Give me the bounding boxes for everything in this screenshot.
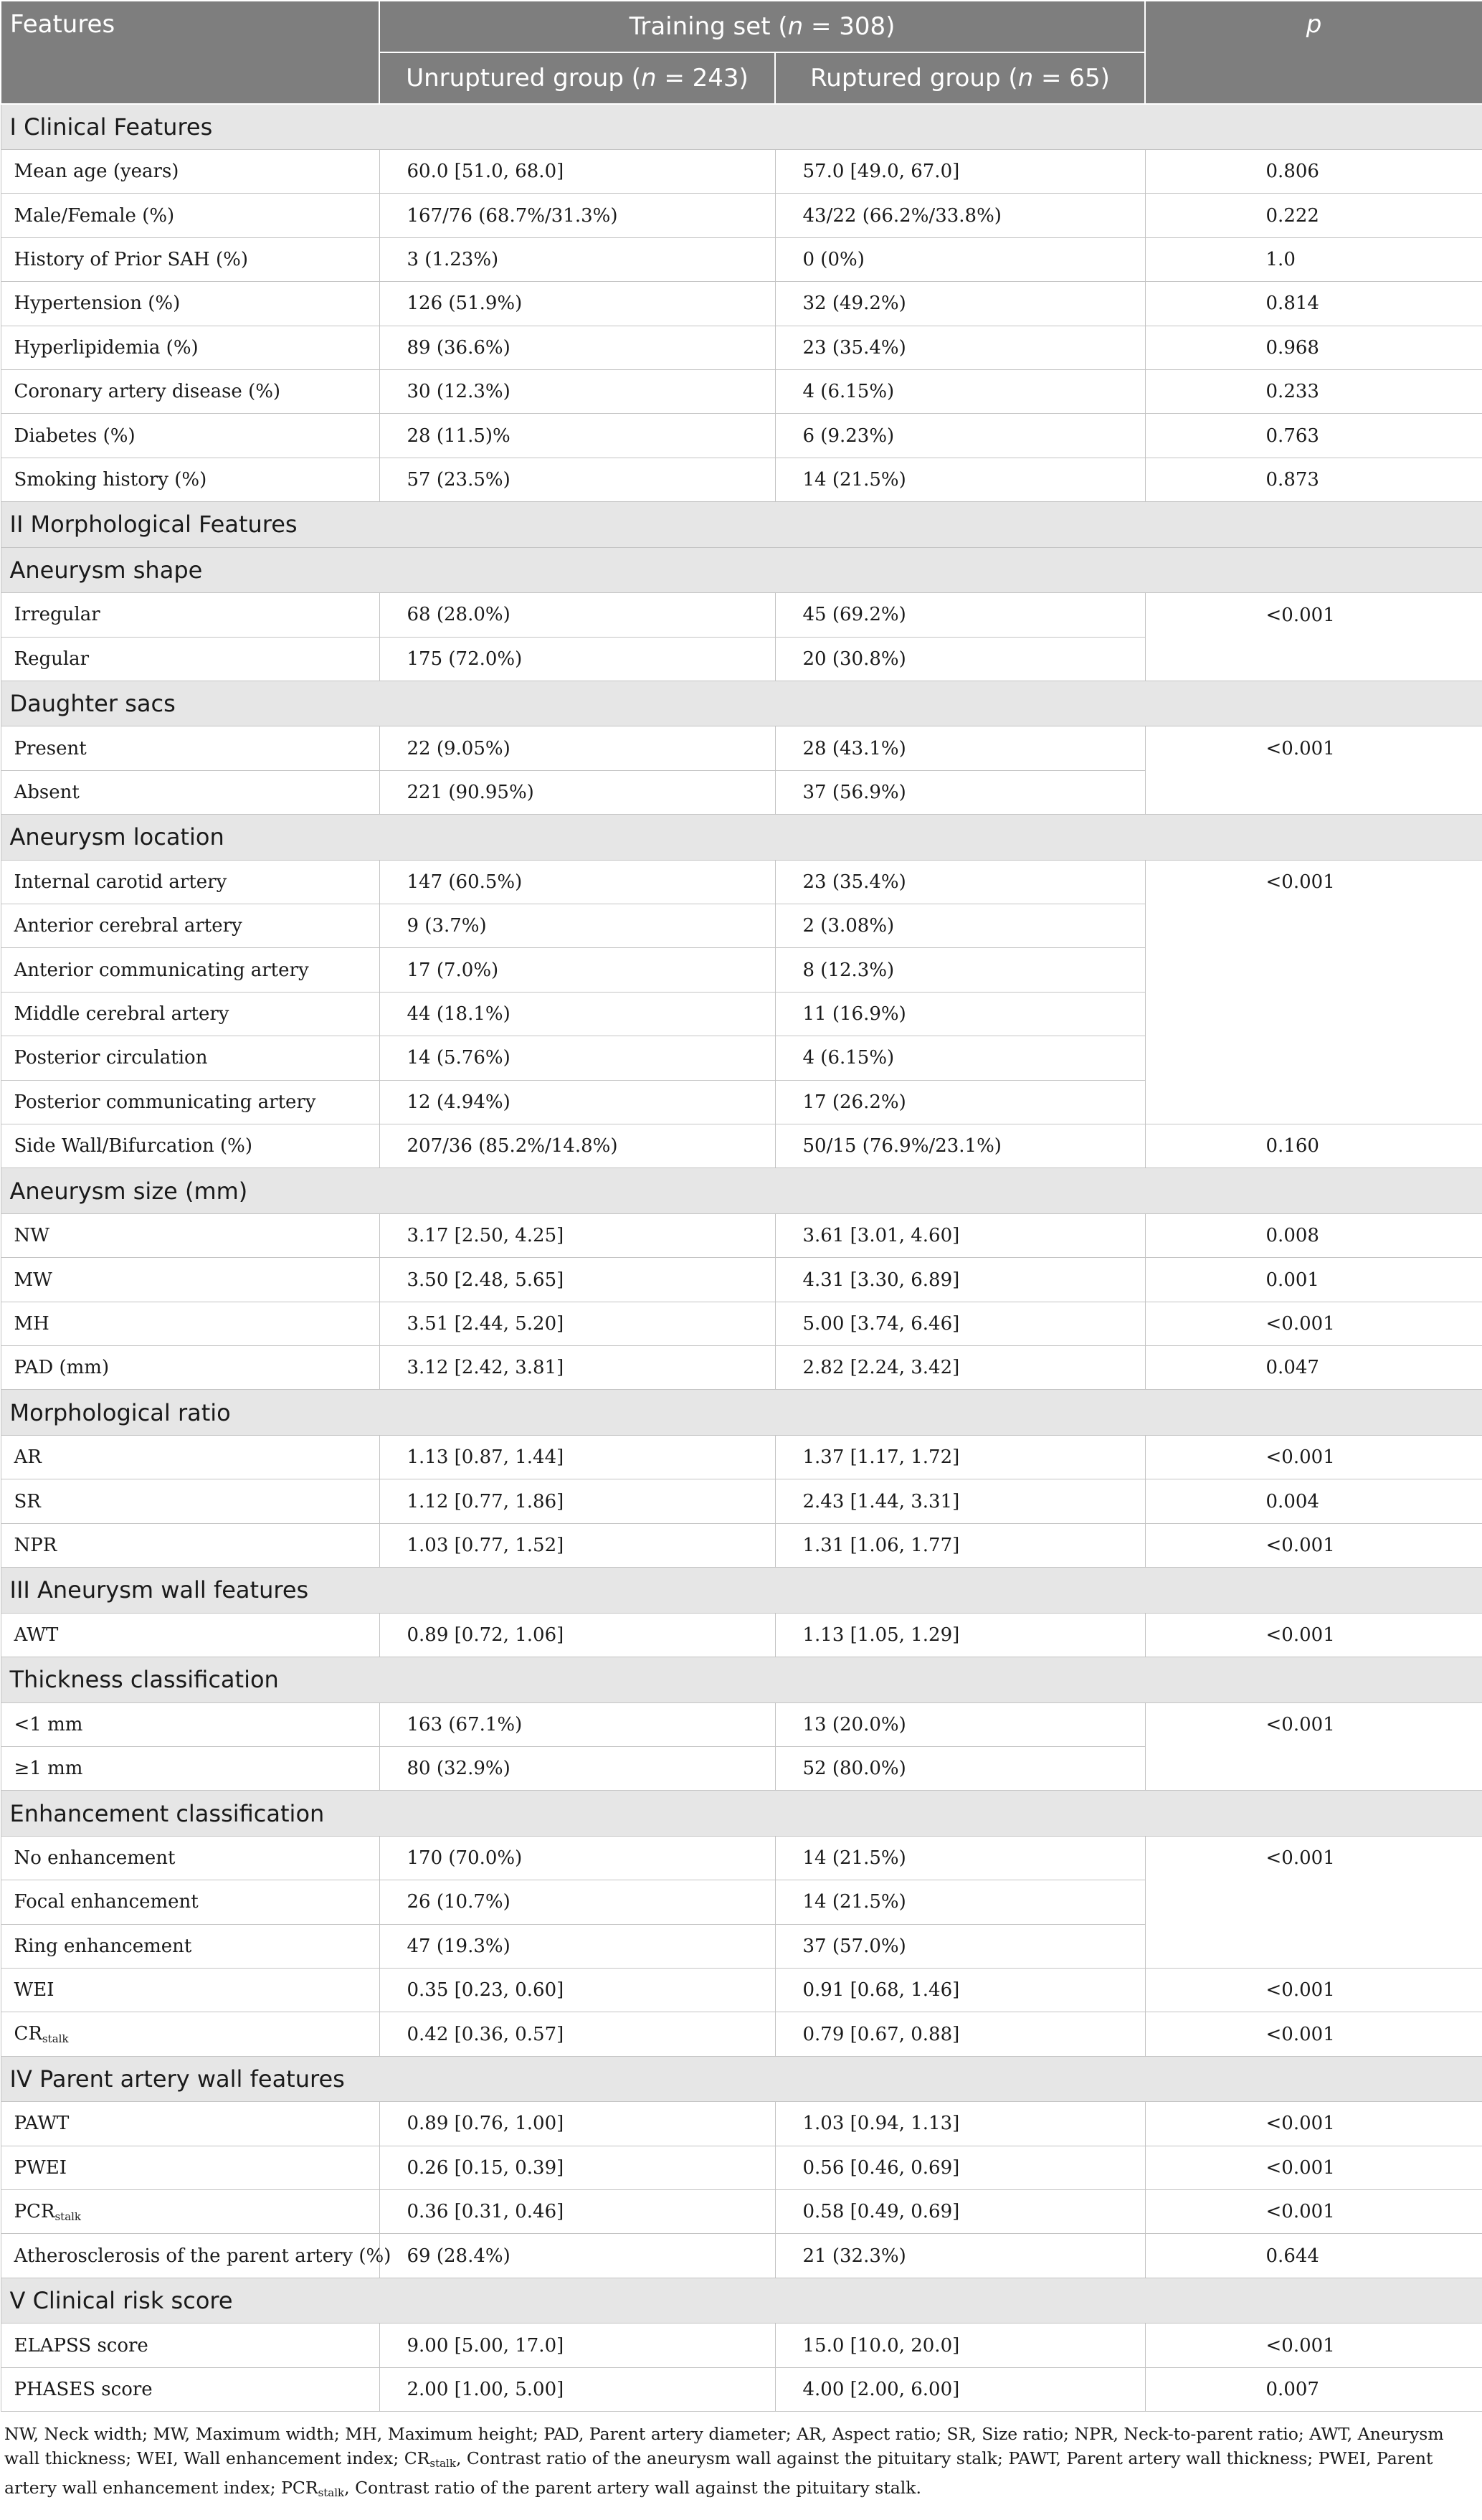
p-value (1145, 1880, 1482, 1924)
feature-label: Irregular (1, 593, 379, 637)
p-value (1145, 770, 1482, 814)
feature-label: No enhancement (1, 1836, 379, 1880)
feature-label: Anterior communicating artery (1, 948, 379, 992)
ruptured-value: 8 (12.3%) (775, 948, 1145, 992)
p-value: 0.222 (1145, 194, 1482, 237)
ruptured-value: 21 (32.3%) (775, 2234, 1145, 2278)
table-row (1, 194, 1482, 237)
feature-label: Absent (1, 770, 379, 814)
table-row (1, 326, 1482, 369)
table-row (1, 726, 1482, 770)
table-footnote: NW, Neck width; MW, Maximum width; MH, Maximum height; PAD, Parent artery diameter; AR, Aspect ratio; SR, Size ratio; NPR, Neck-to-parent ratio; AWT, Aneurysm wall thickness; WEI, Wall enhancement index; $CR_{stalk}$, Contrast ratio of the aneurysm wall against the pituitary stalk; PAWT, Parent artery wall thickness; PWEI, Parent artery wall enhancement index; $PCR_{stalk}$, Contrast ratio of the parent artery wall against the pituitary stalk. (4, 2424, 1444, 2500)
unruptured-value: 126 (51.9%) (379, 282, 775, 326)
p-value (1145, 1080, 1482, 1124)
ruptured-value: 1.37 [1.17, 1.72] (775, 1435, 1145, 1479)
unruptured-value: 3.51 [2.44, 5.20] (379, 1302, 775, 1345)
table-header (1, 1, 1482, 104)
feature-label: ≥1 mm (1, 1746, 379, 1790)
feature-label: $CR_{stalk}$ (1, 2012, 379, 2056)
table-row (1, 1124, 1482, 1168)
section-label: I Clinical Features (1, 104, 1482, 150)
ruptured-value: 4 (6.15%) (775, 1036, 1145, 1080)
ruptured-value: 3.61 [3.01, 4.60] (775, 1213, 1145, 1257)
header-ruptured: Ruptured group (n = 65) (775, 52, 1145, 104)
feature-label: ELAPSS score (1, 2324, 379, 2367)
p-value: <0.001 (1145, 2190, 1482, 2234)
p-value: <0.001 (1145, 1435, 1482, 1479)
unruptured-value: 47 (19.3%) (379, 1924, 775, 1968)
table-row (1, 1213, 1482, 1257)
ruptured-value: 1.31 [1.06, 1.77] (775, 1523, 1145, 1567)
unruptured-value: 80 (32.9%) (379, 1746, 775, 1790)
feature-label: Side Wall/Bifurcation (%) (1, 1124, 379, 1168)
section-row (1, 1568, 1482, 1614)
section-row (1, 2278, 1482, 2324)
unruptured-value: 0.26 [0.15, 0.39] (379, 2146, 775, 2189)
header-unruptured: Unruptured group (n = 243) (379, 52, 775, 104)
unruptured-value: 0.42 [0.36, 0.57] (379, 2012, 775, 2056)
p-value: <0.001 (1145, 860, 1482, 904)
ruptured-value: 2.82 [2.24, 3.42] (775, 1346, 1145, 1390)
ruptured-value: 43/22 (66.2%/33.8%) (775, 194, 1145, 237)
feature-label: PAD (mm) (1, 1346, 379, 1390)
feature-label: WEI (1, 1969, 379, 2012)
p-value (1145, 992, 1482, 1036)
feature-label: MW (1, 1258, 379, 1302)
p-value (1145, 637, 1482, 681)
feature-label: Mean age (years) (1, 150, 379, 194)
section-label: Aneurysm size (mm) (1, 1168, 1482, 1214)
table-row (1, 2102, 1482, 2146)
ruptured-value: 20 (30.8%) (775, 637, 1145, 681)
feature-label: PAWT (1, 2102, 379, 2146)
p-value: 0.233 (1145, 369, 1482, 413)
unruptured-value: 0.35 [0.23, 0.60] (379, 1969, 775, 2012)
feature-label: Diabetes (%) (1, 414, 379, 458)
p-value: <0.001 (1145, 2324, 1482, 2367)
table-row (1, 237, 1482, 281)
p-value: 0.047 (1145, 1346, 1482, 1390)
ruptured-value: 28 (43.1%) (775, 726, 1145, 770)
unruptured-value: 1.03 [0.77, 1.52] (379, 1523, 775, 1567)
p-value: 0.814 (1145, 282, 1482, 326)
ruptured-value: 1.13 [1.05, 1.29] (775, 1613, 1145, 1657)
unruptured-value: 22 (9.05%) (379, 726, 775, 770)
unruptured-value: 1.12 [0.77, 1.86] (379, 1479, 775, 1523)
unruptured-value: 3.17 [2.50, 4.25] (379, 1213, 775, 1257)
ruptured-value: 14 (21.5%) (775, 458, 1145, 501)
unruptured-value: 207/36 (85.2%/14.8%) (379, 1124, 775, 1168)
ruptured-value: 23 (35.4%) (775, 326, 1145, 369)
feature-label: $PCR_{stalk}$ (1, 2190, 379, 2234)
feature-label: PWEI (1, 2146, 379, 2189)
unruptured-value: 9.00 [5.00, 17.0] (379, 2324, 775, 2367)
section-label: Enhancement classification (1, 1791, 1482, 1837)
ruptured-value: 23 (35.4%) (775, 860, 1145, 904)
feature-label: NPR (1, 1523, 379, 1567)
p-value: <0.001 (1145, 2102, 1482, 2146)
table-row (1, 2367, 1482, 2411)
ruptured-value: 0.79 [0.67, 0.88] (775, 2012, 1145, 2056)
ruptured-value: 4.00 [2.00, 6.00] (775, 2367, 1145, 2411)
table-row (1, 1302, 1482, 1345)
p-value: <0.001 (1145, 2012, 1482, 2056)
unruptured-value: 1.13 [0.87, 1.44] (379, 1435, 775, 1479)
unruptured-value: 9 (3.7%) (379, 904, 775, 948)
unruptured-value: 3 (1.23%) (379, 237, 775, 281)
ruptured-value: 32 (49.2%) (775, 282, 1145, 326)
table-row (1, 1880, 1482, 1924)
ruptured-value: 4 (6.15%) (775, 369, 1145, 413)
header-p: p (1145, 1, 1482, 104)
unruptured-value: 163 (67.1%) (379, 1702, 775, 1746)
feature-label: NW (1, 1213, 379, 1257)
ruptured-value: 2 (3.08%) (775, 904, 1145, 948)
ruptured-value: 13 (20.0%) (775, 1702, 1145, 1746)
section-row (1, 1168, 1482, 1214)
ruptured-value: 15.0 [10.0, 20.0] (775, 2324, 1145, 2367)
section-label: Aneurysm location (1, 815, 1482, 861)
p-value: 0.160 (1145, 1124, 1482, 1168)
table-row (1, 1258, 1482, 1302)
ruptured-value: 17 (26.2%) (775, 1080, 1145, 1124)
section-row (1, 681, 1482, 726)
table-row (1, 1924, 1482, 1968)
table-row (1, 1435, 1482, 1479)
ruptured-value: 14 (21.5%) (775, 1880, 1145, 1924)
table-row (1, 2146, 1482, 2189)
ruptured-value: 52 (80.0%) (775, 1746, 1145, 1790)
unruptured-value: 14 (5.76%) (379, 1036, 775, 1080)
unruptured-value: 3.50 [2.48, 5.65] (379, 1258, 775, 1302)
p-value: <0.001 (1145, 593, 1482, 637)
section-label: IV Parent artery wall features (1, 2056, 1482, 2102)
p-value: 0.004 (1145, 1479, 1482, 1523)
table-row (1, 637, 1482, 681)
feature-label: Smoking history (%) (1, 458, 379, 501)
ruptured-value: 4.31 [3.30, 6.89] (775, 1258, 1145, 1302)
unruptured-value: 167/76 (68.7%/31.3%) (379, 194, 775, 237)
feature-label: AR (1, 1435, 379, 1479)
ruptured-value: 11 (16.9%) (775, 992, 1145, 1036)
section-label: II Morphological Features (1, 502, 1482, 548)
p-value: <0.001 (1145, 2146, 1482, 2189)
section-row (1, 1657, 1482, 1703)
section-label: V Clinical risk score (1, 2278, 1482, 2324)
unruptured-value: 0.36 [0.31, 0.46] (379, 2190, 775, 2234)
header-features: Features (1, 1, 379, 104)
section-label: Thickness classification (1, 1657, 1482, 1703)
p-value: 0.007 (1145, 2367, 1482, 2411)
feature-label: Coronary artery disease (%) (1, 369, 379, 413)
feature-label: Middle cerebral artery (1, 992, 379, 1036)
unruptured-value: 147 (60.5%) (379, 860, 775, 904)
table-row (1, 2324, 1482, 2367)
section-row (1, 547, 1482, 593)
ruptured-value: 0 (0%) (775, 237, 1145, 281)
table-row (1, 992, 1482, 1036)
table-row (1, 2190, 1482, 2234)
ruptured-value: 45 (69.2%) (775, 593, 1145, 637)
table-row (1, 369, 1482, 413)
section-label: III Aneurysm wall features (1, 1568, 1482, 1614)
feature-label: Male/Female (%) (1, 194, 379, 237)
table-row (1, 458, 1482, 501)
section-row (1, 1390, 1482, 1436)
feature-label: SR (1, 1479, 379, 1523)
table-row (1, 1523, 1482, 1567)
unruptured-value: 12 (4.94%) (379, 1080, 775, 1124)
ruptured-value: 1.03 [0.94, 1.13] (775, 2102, 1145, 2146)
feature-label: Anterior cerebral artery (1, 904, 379, 948)
p-value: <0.001 (1145, 726, 1482, 770)
feature-label: Atherosclerosis of the parent artery (%) (1, 2234, 379, 2278)
table-row (1, 150, 1482, 194)
feature-label: Regular (1, 637, 379, 681)
ruptured-value: 0.91 [0.68, 1.46] (775, 1969, 1145, 2012)
unruptured-value: 30 (12.3%) (379, 369, 775, 413)
feature-label: PHASES score (1, 2367, 379, 2411)
table-row (1, 1836, 1482, 1880)
p-value: <0.001 (1145, 1302, 1482, 1345)
feature-label: Posterior communicating artery (1, 1080, 379, 1124)
p-value: 0.806 (1145, 150, 1482, 194)
feature-label: Posterior circulation (1, 1036, 379, 1080)
table-row (1, 1080, 1482, 1124)
ruptured-value: 57.0 [49.0, 67.0] (775, 150, 1145, 194)
feature-label: AWT (1, 1613, 379, 1657)
feature-label: Ring enhancement (1, 1924, 379, 1968)
p-value: 1.0 (1145, 237, 1482, 281)
table-row (1, 860, 1482, 904)
ruptured-value: 5.00 [3.74, 6.46] (775, 1302, 1145, 1345)
feature-label: Hypertension (%) (1, 282, 379, 326)
feature-label: Focal enhancement (1, 1880, 379, 1924)
ruptured-value: 6 (9.23%) (775, 414, 1145, 458)
section-row (1, 104, 1482, 150)
unruptured-value: 69 (28.4%) (379, 2234, 775, 2278)
table-row (1, 1613, 1482, 1657)
p-value (1145, 1924, 1482, 1968)
p-value: <0.001 (1145, 1613, 1482, 1657)
unruptured-value: 3.12 [2.42, 3.81] (379, 1346, 775, 1390)
unruptured-value: 2.00 [1.00, 5.00] (379, 2367, 775, 2411)
table-body (1, 104, 1482, 2412)
p-value: 0.644 (1145, 2234, 1482, 2278)
p-value (1145, 1746, 1482, 1790)
table-row (1, 282, 1482, 326)
unruptured-value: 26 (10.7%) (379, 1880, 775, 1924)
header-training-set: Training set (n = 308) (379, 1, 1145, 52)
table-row (1, 1036, 1482, 1080)
unruptured-value: 170 (70.0%) (379, 1836, 775, 1880)
ruptured-value: 37 (56.9%) (775, 770, 1145, 814)
ruptured-value: 0.58 [0.49, 0.69] (775, 2190, 1145, 2234)
p-value: 0.873 (1145, 458, 1482, 501)
feature-label: Present (1, 726, 379, 770)
table-row (1, 1702, 1482, 1746)
section-row (1, 815, 1482, 861)
table-row (1, 770, 1482, 814)
section-label: Daughter sacs (1, 681, 1482, 726)
unruptured-value: 44 (18.1%) (379, 992, 775, 1036)
table-row (1, 2012, 1482, 2056)
section-row (1, 2056, 1482, 2102)
feature-label: <1 mm (1, 1702, 379, 1746)
feature-label: Hyperlipidemia (%) (1, 326, 379, 369)
section-row (1, 502, 1482, 548)
unruptured-value: 221 (90.95%) (379, 770, 775, 814)
table-row (1, 904, 1482, 948)
p-value: <0.001 (1145, 1702, 1482, 1746)
p-value (1145, 1036, 1482, 1080)
ruptured-value: 2.43 [1.44, 3.31] (775, 1479, 1145, 1523)
p-value: <0.001 (1145, 1836, 1482, 1880)
section-row (1, 1791, 1482, 1837)
table-row (1, 1479, 1482, 1523)
unruptured-value: 28 (11.5)% (379, 414, 775, 458)
p-value (1145, 948, 1482, 992)
ruptured-value: 14 (21.5%) (775, 1836, 1145, 1880)
unruptured-value: 68 (28.0%) (379, 593, 775, 637)
p-value: 0.008 (1145, 1213, 1482, 1257)
table-row (1, 2234, 1482, 2278)
unruptured-value: 89 (36.6%) (379, 326, 775, 369)
unruptured-value: 60.0 [51.0, 68.0] (379, 150, 775, 194)
unruptured-value: 0.89 [0.72, 1.06] (379, 1613, 775, 1657)
p-value (1145, 904, 1482, 948)
ruptured-value: 50/15 (76.9%/23.1%) (775, 1124, 1145, 1168)
feature-label: MH (1, 1302, 379, 1345)
p-value: 0.763 (1145, 414, 1482, 458)
table-row (1, 593, 1482, 637)
table-row (1, 1346, 1482, 1390)
table-row (1, 414, 1482, 458)
ruptured-value: 37 (57.0%) (775, 1924, 1145, 1968)
section-label: Aneurysm shape (1, 547, 1482, 593)
unruptured-value: 0.89 [0.76, 1.00] (379, 2102, 775, 2146)
unruptured-value: 175 (72.0%) (379, 637, 775, 681)
section-label: Morphological ratio (1, 1390, 1482, 1436)
table-row (1, 1969, 1482, 2012)
table-row (1, 948, 1482, 992)
ruptured-value: 0.56 [0.46, 0.69] (775, 2146, 1145, 2189)
p-value: <0.001 (1145, 1969, 1482, 2012)
p-value: 0.001 (1145, 1258, 1482, 1302)
p-value: 0.968 (1145, 326, 1482, 369)
unruptured-value: 17 (7.0%) (379, 948, 775, 992)
unruptured-value: 57 (23.5%) (379, 458, 775, 501)
table-row (1, 1746, 1482, 1790)
feature-label: History of Prior SAH (%) (1, 237, 379, 281)
p-value: <0.001 (1145, 1523, 1482, 1567)
feature-label: Internal carotid artery (1, 860, 379, 904)
